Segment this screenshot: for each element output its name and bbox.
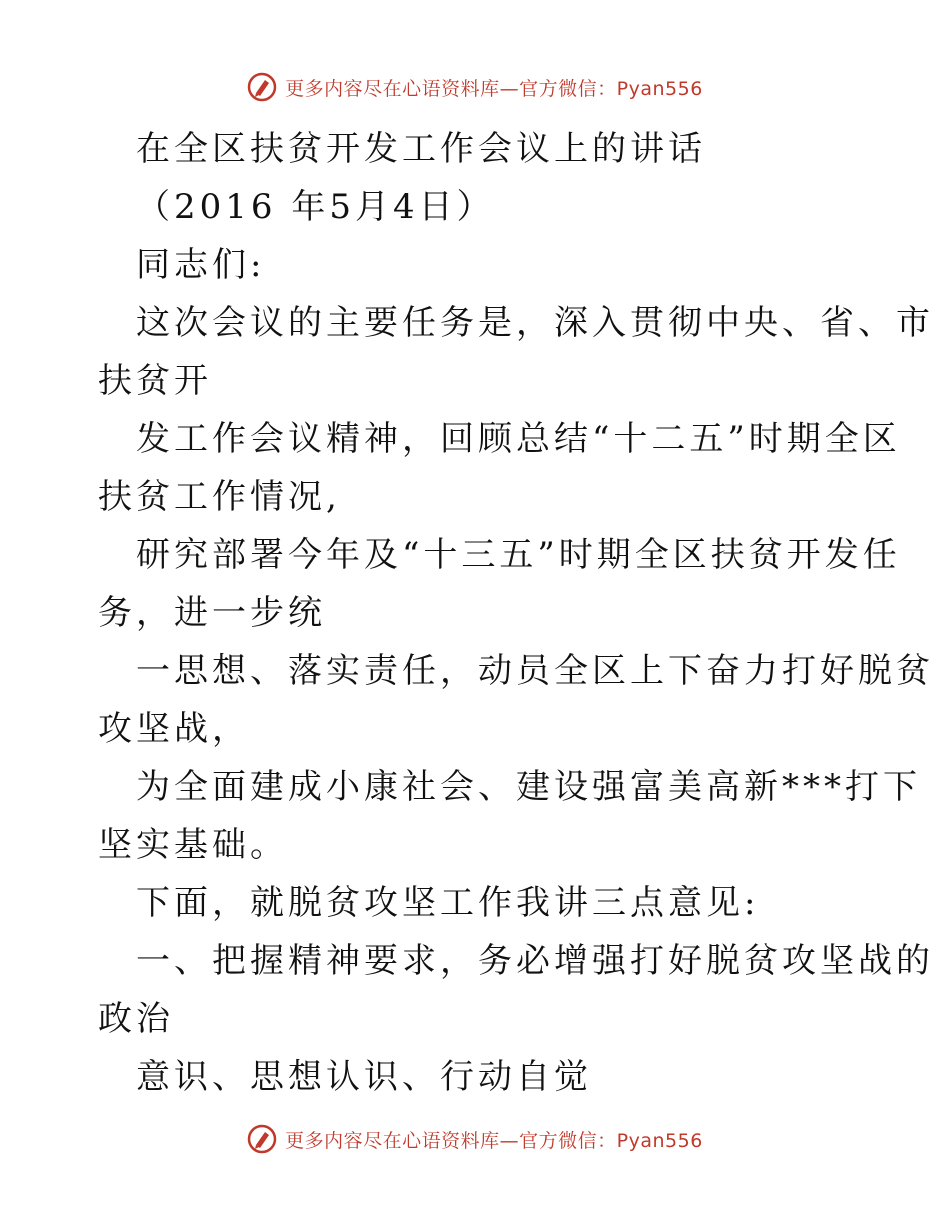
- paragraph-line: 扶贫工作情况,: [98, 477, 341, 517]
- paragraph-line: 扶贫开: [98, 361, 212, 401]
- paragraph-line: 坚实基础。: [98, 825, 288, 865]
- paragraph-line: 为全面建成小康社会、建设强富美高新***打下: [136, 767, 921, 807]
- document-title: 在全区扶贫开发工作会议上的讲话: [136, 129, 706, 169]
- section-heading: 一、把握精神要求，务必增强打好脱贫攻坚战的: [136, 941, 934, 981]
- paragraph-line: 研究部署今年及“十三五”时期全区扶贫开发任: [136, 535, 901, 575]
- salutation: 同志们:: [136, 245, 266, 285]
- intro-points: 下面，就脱贫攻坚工作我讲三点意见:: [136, 883, 760, 923]
- section-heading-cont: 意识、思想认识、行动自觉: [136, 1057, 592, 1097]
- paragraph-line: 这次会议的主要任务是，深入贯彻中央、省、市: [136, 303, 934, 343]
- watermark-text: 更多内容尽在心语资料库—官方微信：Pyan556: [285, 77, 703, 100]
- document-date: （2016 年5月4日）: [136, 187, 495, 227]
- paragraph-line: 发工作会议精神，回顾总结“十二五”时期全区: [136, 419, 901, 459]
- document-body: [98, 120, 934, 1106]
- watermark-text: 更多内容尽在心语资料库—官方微信：Pyan556: [285, 1129, 703, 1152]
- paragraph-line: 一思想、落实责任，动员全区上下奋力打好脱贫: [136, 651, 934, 691]
- pen-logo-icon: [247, 72, 277, 102]
- paragraph-line: 攻坚战，: [98, 709, 250, 749]
- header-watermark: [0, 72, 950, 102]
- footer-watermark: [0, 1124, 950, 1154]
- pen-logo-icon: [247, 1124, 277, 1154]
- paragraph-line: 务，进一步统: [98, 593, 326, 633]
- section-heading-cont: 政治: [98, 999, 174, 1039]
